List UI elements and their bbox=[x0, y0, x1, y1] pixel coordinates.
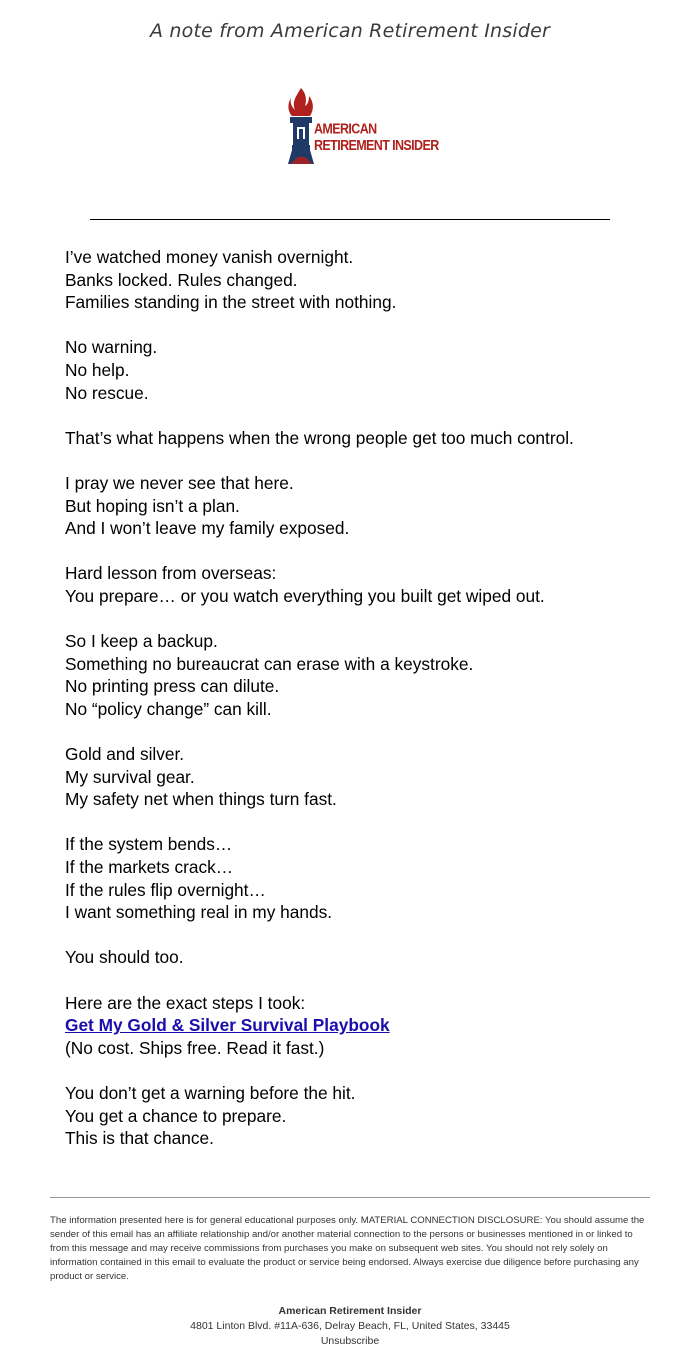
paragraph bbox=[65, 562, 645, 607]
text-line: But hoping isn’t a plan. bbox=[65, 495, 240, 516]
text-line: My safety net when things turn fast. bbox=[65, 789, 337, 810]
text-line: And I won’t leave my family exposed. bbox=[65, 518, 350, 539]
text-line: This is that chance. bbox=[65, 1128, 214, 1149]
text-line: I’ve watched money vanish overnight. bbox=[65, 247, 354, 267]
logo-line-2: RETIREMENT INSIDER bbox=[314, 137, 439, 154]
text-line: That’s what happens when the wrong people get too much control. bbox=[65, 427, 574, 448]
text-line: No “policy change” can kill. bbox=[65, 698, 272, 719]
paragraph bbox=[65, 946, 645, 969]
paragraph bbox=[65, 336, 645, 404]
playbook-link[interactable]: Get My Gold & Silver Survival Playbook bbox=[65, 1015, 390, 1036]
text-line: No help. bbox=[65, 359, 130, 380]
paragraph bbox=[65, 1082, 645, 1150]
disclaimer-text: The information presented here is for general educational purposes only. MATERIAL CONNECTION DISCLOSURE: You should assume the sender of this email has an affiliate relationship and/or another material connection to the persons or businesses mentioned in or linked to from this message and may receive commissions from purchases you make on subsequent web sites. You should not rely solely on information contained in this email to evaluate the product or service being endorsed. Always exercise due diligence before purchasing any product or service. bbox=[50, 1215, 645, 1282]
header-note: A note from American Retirement Insider bbox=[149, 20, 551, 42]
text-line: If the markets crack… bbox=[65, 857, 234, 878]
paragraph bbox=[65, 427, 645, 450]
footer-company: American Retirement Insider bbox=[278, 1305, 422, 1317]
text-line: I want something real in my hands. bbox=[65, 902, 333, 923]
footer bbox=[0, 1304, 700, 1349]
text-line: Banks locked. Rules changed. bbox=[65, 269, 298, 290]
text-line: No warning. bbox=[65, 337, 158, 358]
text-line: My survival gear. bbox=[65, 766, 195, 787]
header-divider bbox=[90, 219, 610, 220]
paragraph bbox=[65, 743, 645, 811]
cta-intro: Here are the exact steps I took: bbox=[65, 992, 306, 1013]
paragraph bbox=[65, 833, 645, 923]
text-line: Families standing in the street with nothing. bbox=[65, 292, 397, 313]
logo-line-1: AMERICAN bbox=[314, 121, 377, 138]
footer-address: 4801 Linton Blvd. #11A-636, Delray Beach, FL, United States, 33445 bbox=[190, 1320, 510, 1332]
brand-logo[interactable] bbox=[282, 84, 439, 166]
text-line: I pray we never see that here. bbox=[65, 472, 294, 493]
text-line: If the rules flip overnight… bbox=[65, 879, 266, 900]
paragraph bbox=[65, 472, 645, 540]
footer-divider bbox=[50, 1197, 650, 1198]
paragraph bbox=[65, 246, 645, 314]
email-body bbox=[65, 246, 645, 1172]
text-line: If the system bends… bbox=[65, 834, 233, 855]
text-line: You get a chance to prepare. bbox=[65, 1105, 287, 1126]
logo-wordmark bbox=[314, 121, 439, 153]
text-line: Hard lesson from overseas: bbox=[65, 563, 277, 584]
text-line: Something no bureaucrat can erase with a keystroke. bbox=[65, 653, 474, 674]
text-line: No printing press can dilute. bbox=[65, 676, 280, 697]
text-line: You don’t get a warning before the hit. bbox=[65, 1082, 356, 1103]
paragraph bbox=[65, 992, 645, 1060]
text-line: No rescue. bbox=[65, 382, 149, 403]
text-line: Gold and silver. bbox=[65, 744, 185, 765]
unsubscribe-link[interactable]: Unsubscribe bbox=[320, 1335, 380, 1347]
cta-note: (No cost. Ships free. Read it fast.) bbox=[65, 1037, 325, 1058]
paragraph bbox=[65, 630, 645, 720]
text-line: So I keep a backup. bbox=[65, 631, 218, 652]
text-line: You should too. bbox=[65, 947, 184, 968]
text-line: You prepare… or you watch everything you built get wiped out. bbox=[65, 585, 545, 606]
